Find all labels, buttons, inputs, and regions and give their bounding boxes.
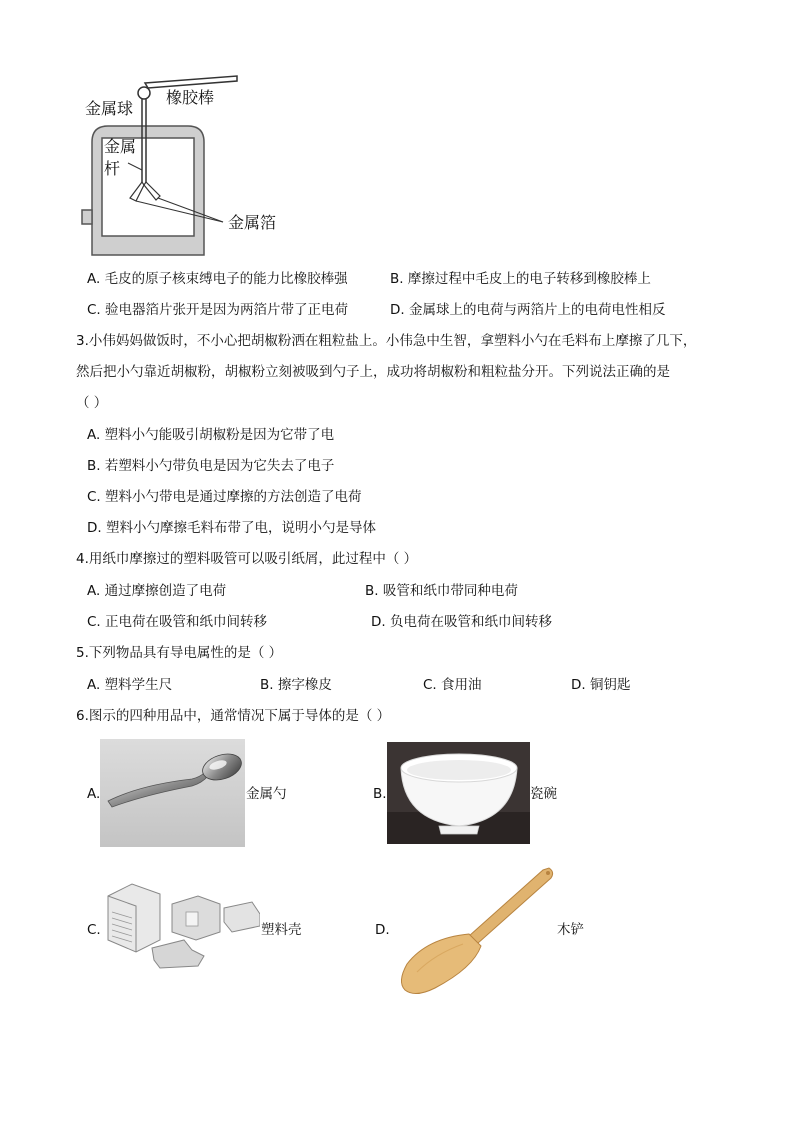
porcelain-bowl-image bbox=[387, 742, 530, 844]
metal-spoon-image bbox=[100, 739, 245, 847]
q3-stem-line2: 然后把小勺靠近胡椒粉，胡椒粉立刻被吸到勺子上，成功将胡椒粉和粗粒盐分开。下列说法正确的是 bbox=[76, 364, 670, 380]
q3-stem-line1: 3.小伟妈妈做饭时，不小心把胡椒粉洒在粗粒盐上。小伟急中生智，拿塑料小勺在毛料布上摩擦了几下， bbox=[76, 333, 697, 349]
q5-option-c: C. 食用油 bbox=[423, 677, 482, 693]
wooden-spatula-image bbox=[395, 864, 557, 999]
q6-option-d-letter: D. bbox=[375, 922, 390, 938]
q5-option-d: D. 铜钥匙 bbox=[571, 677, 631, 693]
q2-option-d: D. 金属球上的电荷与两箔片上的电荷电性相反 bbox=[390, 302, 666, 318]
q6-option-d-label: 木铲 bbox=[557, 922, 584, 938]
label-metal-bar: 金属 bbox=[104, 137, 137, 156]
q2-option-a: A. 毛皮的原子核束缚电子的能力比橡胶棒强 bbox=[87, 271, 348, 287]
q4-option-c: C. 正电荷在吸管和纸巾间转移 bbox=[87, 614, 268, 630]
q3-option-d: D. 塑料小勺摩擦毛料布带了电，说明小勺是导体 bbox=[87, 520, 376, 536]
q3-option-c: C. 塑料小勺带电是通过摩擦的方法创造了电荷 bbox=[87, 489, 362, 505]
q2-option-b: B. 摩擦过程中毛皮上的电子转移到橡胶棒上 bbox=[390, 271, 651, 287]
plastic-shell-image bbox=[100, 878, 260, 973]
q5-stem: 5.下列物品具有导电属性的是（ ） bbox=[76, 645, 283, 661]
q4-stem: 4.用纸巾摩擦过的塑料吸管可以吸引纸屑，此过程中（ ） bbox=[76, 551, 418, 567]
q3-option-a: A. 塑料小勺能吸引胡椒粉是因为它带了电 bbox=[87, 427, 335, 443]
q3-option-b: B. 若塑料小勺带负电是因为它失去了电子 bbox=[87, 458, 335, 474]
q6-option-b-letter: B. bbox=[373, 786, 387, 802]
q6-option-a-letter: A. bbox=[87, 786, 101, 802]
q4-option-d: D. 负电荷在吸管和纸巾间转移 bbox=[371, 614, 552, 630]
label-metal-bar-2: 杆 bbox=[104, 159, 121, 178]
label-metal-ball: 金属球 bbox=[85, 99, 134, 118]
label-rubber-rod: 橡胶棒 bbox=[166, 88, 215, 107]
q4-option-a: A. 通过摩擦创造了电荷 bbox=[87, 583, 227, 599]
q3-bracket: （ ） bbox=[76, 395, 108, 411]
q6-option-c-letter: C. bbox=[87, 922, 101, 938]
q5-option-a: A. 塑料学生尺 bbox=[87, 677, 173, 693]
q6-option-a-label: 金属勺 bbox=[246, 786, 287, 802]
q6-option-b-label: 瓷碗 bbox=[530, 786, 557, 802]
label-metal-foil: 金属箔 bbox=[228, 213, 277, 232]
q6-stem: 6.图示的四种用品中，通常情况下属于导体的是（ ） bbox=[76, 708, 391, 724]
q2-option-c: C. 验电器箔片张开是因为两箔片带了正电荷 bbox=[87, 302, 349, 318]
q5-option-b: B. 擦字橡皮 bbox=[260, 677, 332, 693]
q4-option-b: B. 吸管和纸巾带同种电荷 bbox=[365, 583, 518, 599]
q6-option-c-label: 塑料壳 bbox=[261, 922, 302, 938]
